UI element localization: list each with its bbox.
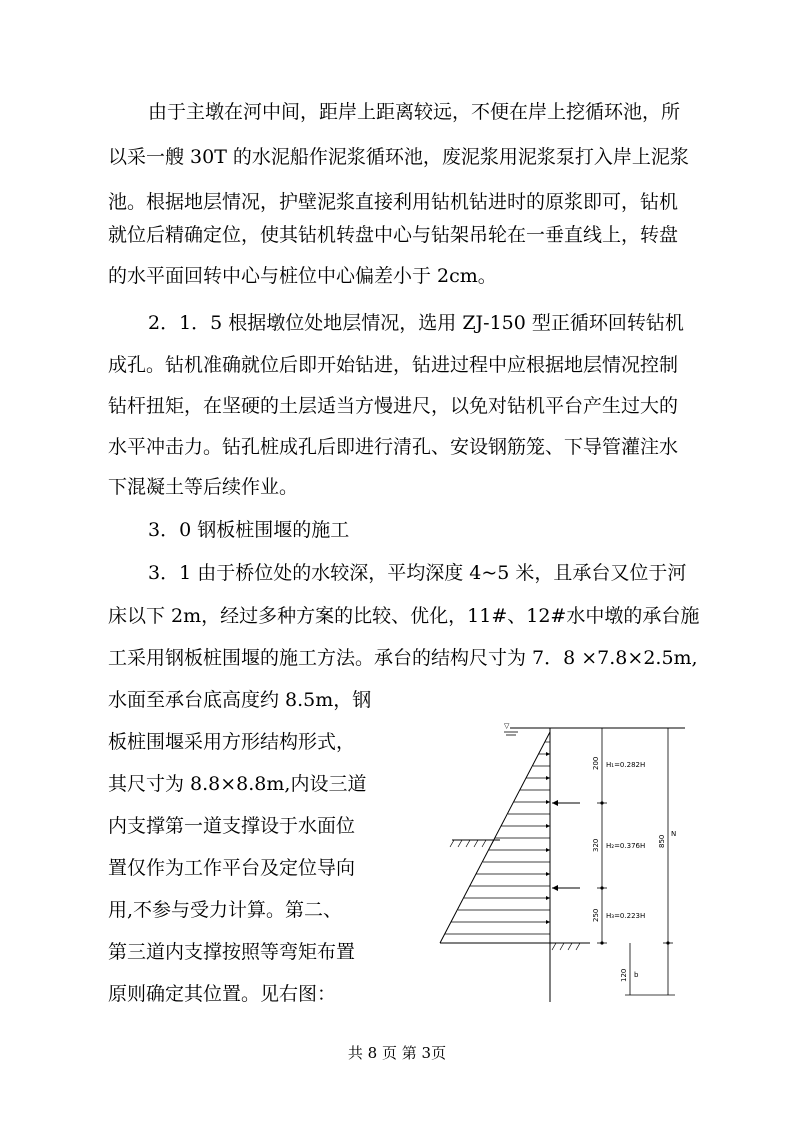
text-line: 板桩围堰采用方形结构形式， — [108, 731, 356, 753]
support-arrow — [552, 885, 580, 891]
total-dimension-label: 850 — [658, 834, 666, 848]
pressure-triangle-edge — [440, 732, 550, 943]
text-line: 第三道内支撑按照等弯矩布置 — [108, 941, 356, 963]
text-line: 3．1 由于桥位处的水较深，平均深度 4~5 米，且承台又位于河 — [148, 562, 687, 584]
support-arrow — [552, 800, 580, 806]
pressure-hatch — [445, 742, 550, 934]
text-line: 其尺寸为 8.8×8.8m,内设三道 — [108, 773, 367, 795]
height-label: H₁=0.282H — [606, 761, 646, 769]
text-line: 原则确定其位置。见右图： — [108, 983, 337, 1005]
embed-dimension-unit: b — [634, 971, 639, 979]
text-line: 2．1．5 根据墩位处地层情况，选用 ZJ-150 型正循环回转钻机 — [148, 312, 684, 334]
text-line: 床以下 2m，经过多种方案的比较、优化，11#、12#水中墩的承台施 — [108, 605, 700, 627]
text-line: 水面至承台底高度约 8.5m，钢 — [108, 689, 372, 711]
text-line: 工采用钢板桩围堰的施工方法。承台的结构尺寸为 7．8 ×7.8×2.5m, — [108, 647, 698, 669]
height-label: H₂=0.376H — [606, 842, 646, 850]
dimension-label: 320 — [592, 838, 600, 852]
embed-dimension-label: 120 — [620, 968, 628, 982]
text-line: 钻杆扭矩，在坚硬的土层适当方慢进尺，以免对钻机平台产生过大的 — [108, 395, 679, 417]
text-line: 的水平面回转中心与桩位中心偏差小于 2cm。 — [108, 265, 497, 287]
total-dimension-unit: N — [671, 830, 677, 838]
text-line: 用,不参与受力计算。第二、 — [108, 899, 343, 921]
height-label: H₃=0.223H — [606, 912, 646, 920]
text-line: 下混凝土等后续作业。 — [108, 476, 299, 498]
text-line: 成孔。钻机准确就位后即开始钻进，钻进过程中应根据地层情况控制 — [108, 354, 679, 376]
dimension-label: 250 — [592, 908, 600, 922]
text-line: 内支撑第一道支撑设于水面位 — [108, 815, 356, 837]
pressure-diagram — [430, 690, 700, 1010]
section-heading: 3．0 钢板桩围堰的施工 — [148, 519, 350, 541]
text-line: 就位后精确定位，使其钻机转盘中心与钻架吊轮在一垂直线上，转盘 — [108, 224, 679, 246]
riverbed-hatch — [450, 840, 494, 847]
bottom-ground-hatch — [552, 943, 580, 950]
text-line: 由于主墩在河中间，距岸上距离较远，不便在岸上挖循环池，所 — [148, 101, 681, 123]
text-line: 池。根据地层情况，护壁泥浆直接利用钻机钻进时的原浆即可，钻机 — [108, 191, 679, 213]
text-line: 置仅作为工作平台及定位导向 — [108, 857, 356, 879]
page-footer: 共 8 页 第 3页 — [347, 1044, 447, 1062]
total-dimension-dot — [666, 941, 669, 944]
dimension-label: 200 — [592, 756, 600, 770]
text-line: 以采一艘 30T 的水泥船作泥浆循环池，废泥浆用泥浆泵打入岸上泥浆 — [108, 146, 689, 168]
water-level-symbol: ▽ — [504, 722, 510, 730]
text-line: 水平冲击力。钻孔桩成孔后即进行清孔、安设钢筋笼、下导管灌注水 — [108, 436, 679, 458]
